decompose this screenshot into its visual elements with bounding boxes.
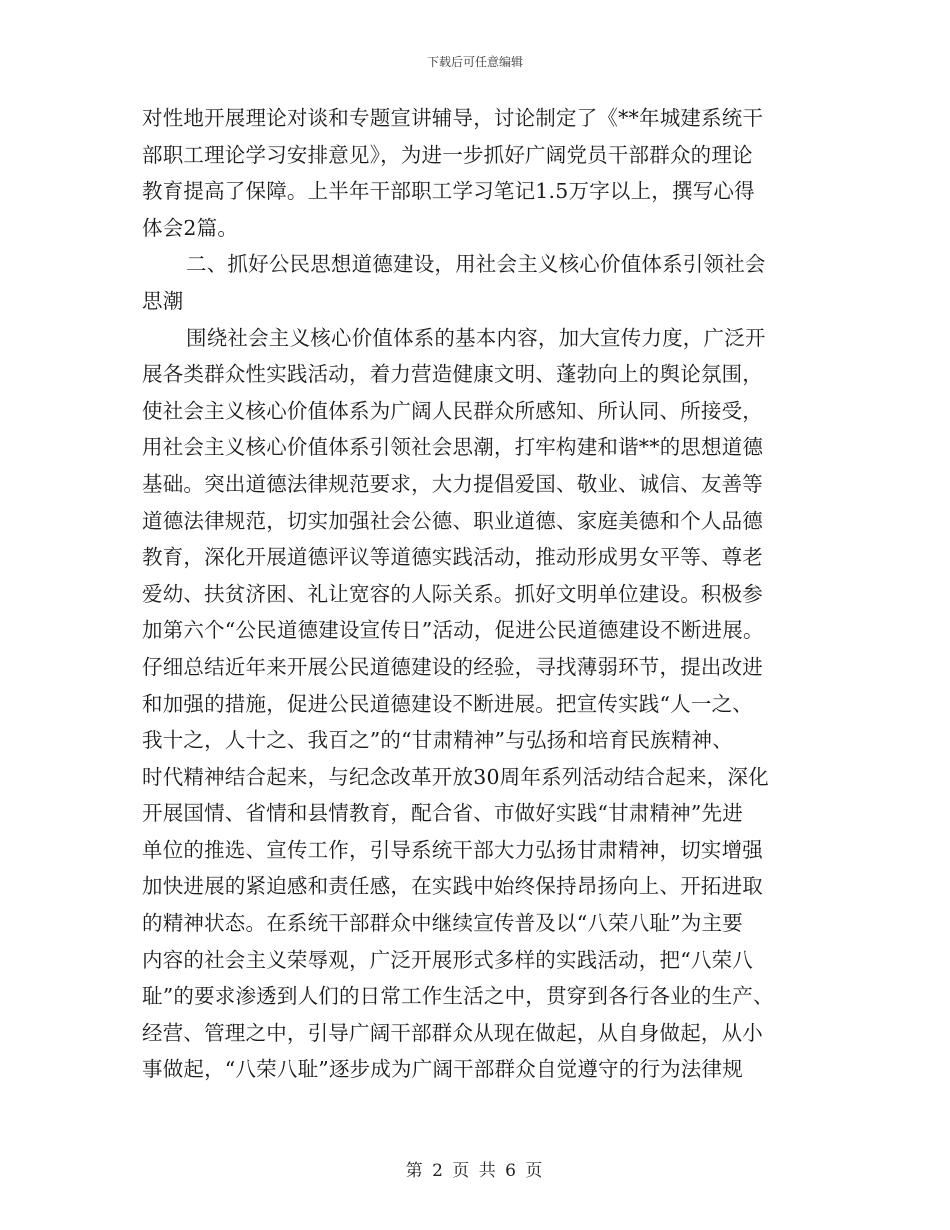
text-line: 部职工理论学习安排意见》，为进一步抓好广阔党员干部群众的理论 [142,142,753,167]
text-line: 展各类群众性实践活动，着力营造健康文明、蓬勃向上的舆论氛围， [142,362,763,387]
text-line: 教育提高了保障。上半年干部职工学习笔记1.5万字以上，撰写心得 [142,179,755,204]
text-line: 体会2篇。 [142,215,239,240]
text-line: 单位的推选、宣传工作，引导系统干部大力弘扬甘肃精神，切实增强 [142,837,763,862]
text-line: 加快进展的紧迫感和责任感，在实践中始终保持昂扬向上、开拓进取 [142,874,763,899]
text-line: 围绕社会主义核心价值体系的基本内容，加大宣传力度，广泛开 [186,325,766,350]
text-line: 仔细总结近年来开展公民道德建设的经验，寻找薄弱环节，提出改进 [142,654,763,679]
text-line: 对性地开展理论对谈和专题宣讲辅导，讨论制定了《**年城建系统干 [142,106,764,130]
text-line: 用社会主义核心价值体系引领社会思潮，打牢构建和谐**的思想道德 [142,435,764,460]
text-line: 经营、管理之中，引导广阔干部群众从现在做起，从自身做起，从小 [142,1020,763,1045]
text-line: 使社会主义核心价值体系为广阔人民群众所感知、所认同、所接受， [142,398,763,423]
text-line: 加第六个“公民道德建设宣传日”活动，促进公民道德建设不断进展。 [142,618,764,643]
section-heading-line: 思潮 [142,288,184,313]
body-text [142,100,812,1088]
page-number: 第 2 页 共 6 页 [405,1161,545,1181]
text-line: 开展国情、省情和县情教育，配合省、市做好实践“甘肃精神”先进 [142,801,743,826]
text-line: 爱幼、扶贫济困、礼让宽容的人际关系。抓好文明单位建设。积极参 [142,581,763,606]
text-line: 事做起，“八荣八耻”逐步成为广阔干部群众自觉遵守的行为法律规 [142,1057,743,1082]
section-heading-line: 二、抓好公民思想道德建设，用社会主义核心价值体系引领社会 [186,252,766,277]
text-line: 耻”的要求渗透到人们的日常工作生活之中，贯穿到各行各业的生产、 [142,984,774,1009]
text-line: 的精神状态。在系统干部群众中继续宣传普及以“八荣八耻”为主要 [142,911,743,936]
text-line: 道德法律规范，切实加强社会公德、职业道德、家庭美德和个人品德 [142,508,763,533]
text-line: 基础。突出道德法律规范要求，大力提倡爱国、敬业、诚信、友善等 [142,471,763,496]
page-header: 下载后可任意编辑 [426,55,523,69]
text-line: 内容的社会主义荣辱观，广泛开展形式多样的实践活动，把“八荣八 [142,947,753,972]
text-line: 和加强的措施，促进公民道德建设不断进展。把宣传实践“人一之、 [142,691,753,716]
text-line: 时代精神结合起来，与纪念改革开放30周年系列活动结合起来，深化 [142,764,769,789]
text-line: 教育，深化开展道德评议等道德实践活动，推动形成男女平等、尊老 [142,545,763,570]
text-line: 我十之，人十之、我百之”的“甘肃精神”与弘扬和培育民族精神、 [142,728,733,753]
